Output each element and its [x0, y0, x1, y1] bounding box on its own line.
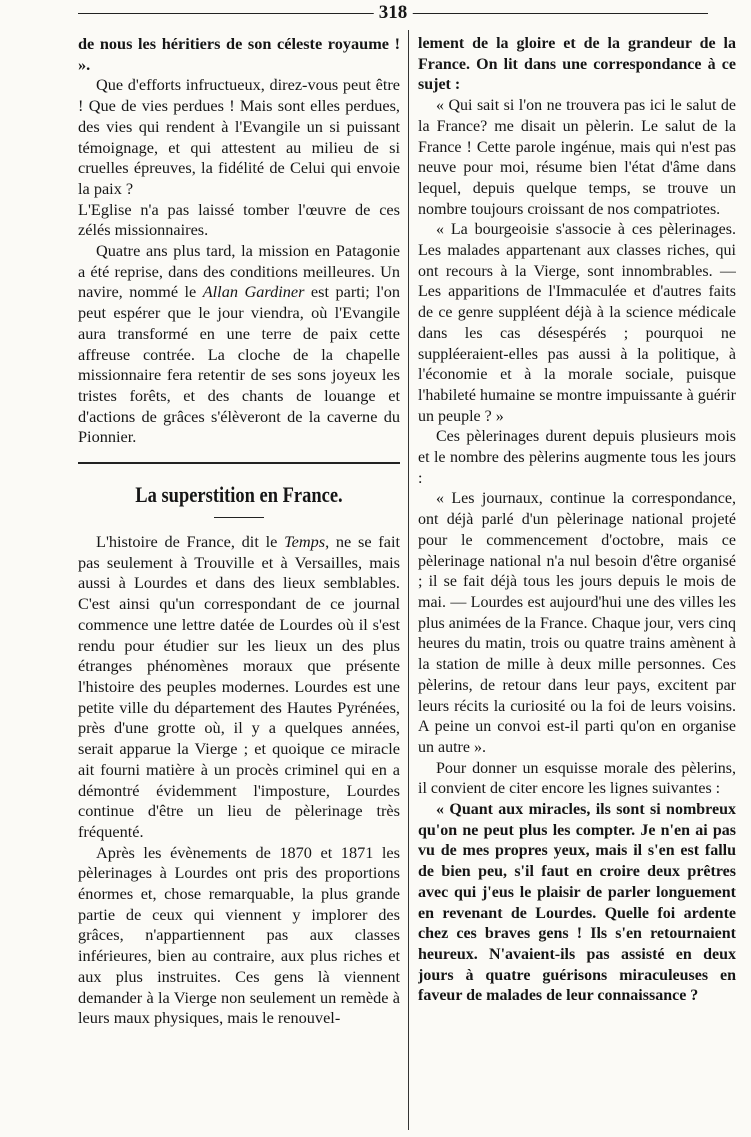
paragraph: Ces pèlerinages durent depuis plusieurs mois et le nombre des pèlerins augmente tous les jours :: [418, 428, 736, 487]
paragraph: « Quant aux miracles, ils sont si nombreux qu'on ne peut plus les compter. Je n'en ai pas vu de mes propres yeux, mais il s'en est fallu de bien peu, s'il faut en croire deux prêtres avec qui j'eus le plaisir de parler longuement en revenant de Lourdes. Quelle foi ardente chez ces braves gens ! Ils s'en retournaient heureux. N'avaient-ils pas assisté en deux jours à quatre guérisons miraculeuses en faveur de malades de leur connaissance ?: [418, 801, 736, 1005]
paragraph: Pour donner un esquisse morale des pèlerins, il convient de citer encore les lignes suivantes :: [418, 759, 736, 798]
paragraph: [78, 532, 400, 843]
paragraph: « Qui sait si l'on ne trouvera pas ici le salut de la France? me disait un pèlerin. Le salut de la France ! Cette parole ingénue, mais qui n'est pas neuve pour moi, résume bien l'état d'âme dans lequel, depuis quelque temps, se trouve un nombre toujours croissant de nos compatriotes.: [418, 97, 736, 218]
section-title: La superstition en France.: [135, 482, 343, 508]
paragraph: Après les évènements de 1870 et 1871 les pèlerinages à Lourdes ont pris des proportions énormes et, chose remarquable, la plus grande partie de ceux qui viennent y implorer des grâces, n'appartiennent pas aux classes inférieures, bien au contraire, aux plus riches et aux plus instruites. Ces gens là viennent demander à la Vierge non seulement un remède à leurs maux physiques, mais le renouvel-: [78, 842, 400, 1028]
paragraph: L'Eglise n'a pas laissé tomber l'œuvre de ces zélés missionnaires.: [78, 199, 400, 240]
page-number: 318: [374, 2, 413, 24]
paragraph: [78, 241, 400, 448]
text-run: est parti; l'on peut espérer que le jour viendra, où l'Evangile aura transformé en une terre de paix cette affreuse contrée. La cloche de la chapelle missionnaire fera retentir de ses sons joyeux les tristes forêts, et des chants de louange et d'actions de grâces s'élèveront de la caverne du Pionnier.: [78, 282, 400, 447]
paragraph: de nous les héritiers de son céleste royaume ! ».: [78, 34, 400, 74]
text-run: Quatre ans plus tard, la mission en Patagonie a été reprise, dans des conditions meilleures. Un navire, nommé le: [78, 241, 400, 302]
right-column: [418, 34, 736, 1134]
title-dash: [214, 517, 264, 518]
column-divider: [408, 30, 409, 1130]
paragraph: « Les journaux, continue la correspondance, ont déjà parlé d'un pèlerinage national projeté pour le commencement d'octobre, mais ce pèlerinage national n'a nul besoin d'être organisé ; il se fait déjà tous les jours depuis le mois de mai. — Lourdes est aujourd'hui une des villes les plus animées de la France. Chaque jour, vers cinq heures du matin, trois ou quatre trains amènent à la station de mille à deux mille personnes. Ces pèlerins, de retour dans leur pays, excitent par leurs récits la curiosité ou la foi de leurs voisins. A peine un convoi est-il parti qu'on en organise un autre ».: [418, 490, 736, 756]
ship-name: Allan Gardiner: [202, 282, 305, 302]
page-header: [78, 0, 708, 26]
section-rule: [78, 462, 400, 464]
text-run: , ne se fait pas seulement à Trouville et à Versailles, mais aussi à Lourdes et dans des lieux semblables. C'est ainsi qu'un correspondant de ce journal commence une lettre datée de Lourdes où il s'est rendu pour étudier sur les lieux un des plus étranges phénomènes moraux que présente l'histoire des peuples modernes. Lourdes est une petite ville du département des Hautes Pyrénées, près d'une grotte où, il y a quelques années, serait apparue la Vierge ; et quoique ce miracle ait fourni matière à un procès criminel qui en a démontré évidemment l'imposture, Lourdes continue d'être un lieu de pèlerinage très fréquenté.: [78, 532, 400, 841]
newspaper-name: Temps: [284, 532, 326, 552]
paragraph: Que d'efforts infructueux, direz-vous peut être ! Que de vies perdues ! Mais sont elles perdues, des vies qui rendent à l'Evangile un si puissant témoignage, et qui attestent au milieu de si cruelles épreuves, la fidélité de Celui qui envoie la paix ?: [78, 75, 400, 198]
paragraph: « La bourgeoisie s'associe à ces pèlerinages. Les malades appartenant aux classes riches, qui ont recours à la Vierge, sont innombrables. — Les apparitions de l'Immaculée et d'autres faits de ce genre suppléent déjà à la science médicale dans les cas désespérés ; pourquoi ne suppléeraient-elles pas aussi à la politique, à l'économie et à la morale sociale, puisque l'habileté humaine se montre impuissante à guérir un peuple ? »: [418, 221, 736, 425]
text-run: L'histoire de France, dit le: [96, 532, 285, 552]
left-column: [78, 34, 400, 1134]
paragraph: lement de la gloire et de la grandeur de la France. On lit dans une correspondance à ce sujet :: [418, 35, 736, 94]
